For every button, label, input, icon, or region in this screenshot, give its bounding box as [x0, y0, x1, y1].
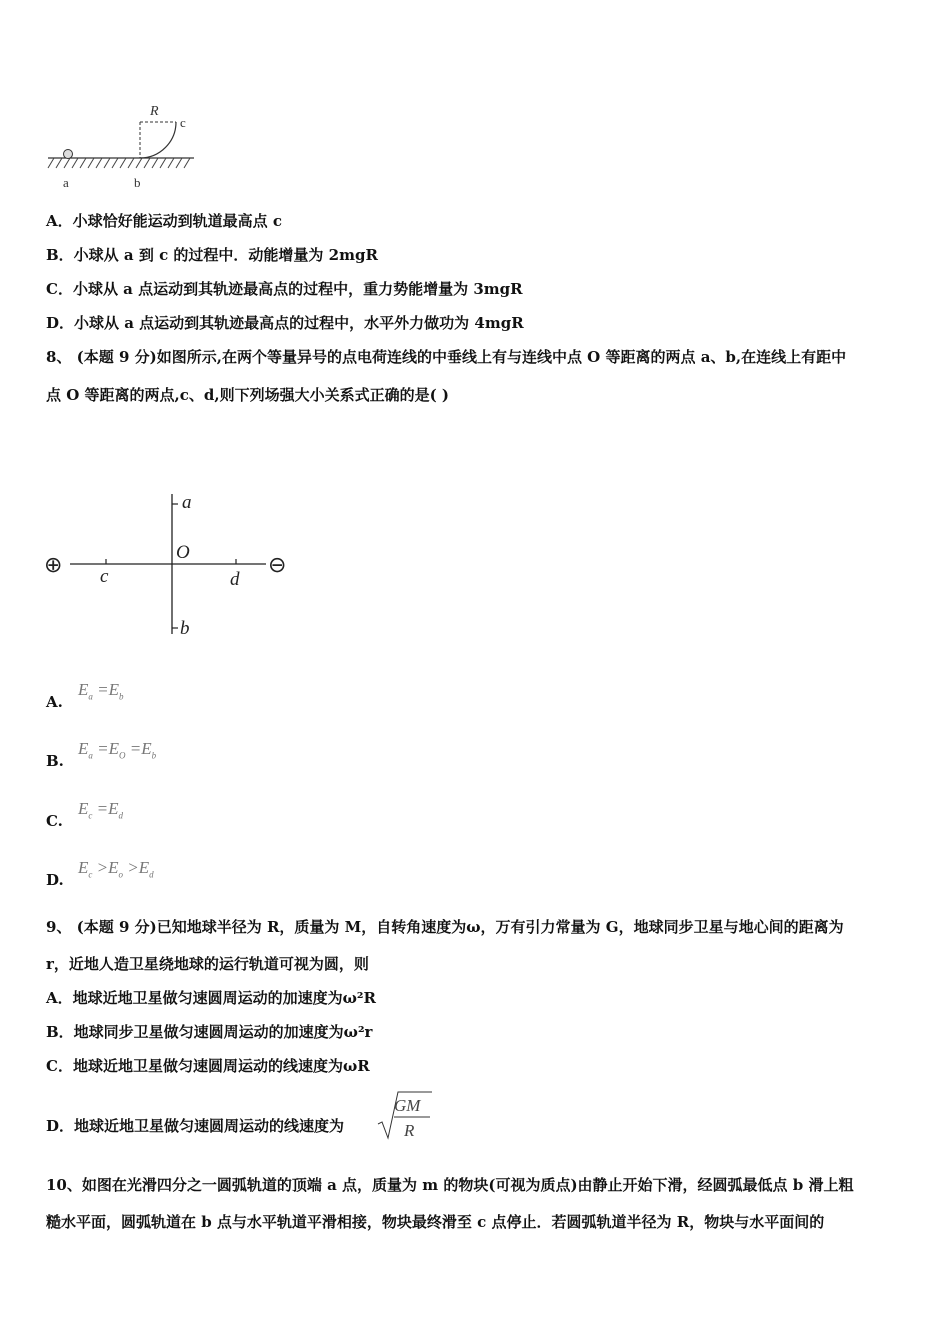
q8-stem-line1: 8、 (本题 9 分)如图所示,在两个等量异号的点电荷连线的中垂线上有与连线中点 O 等距离的两点 a、b,在连线上有距中	[46, 348, 847, 366]
q8-option-c-label: C.	[46, 812, 63, 830]
track-figure	[44, 98, 204, 194]
point-b-label: b	[180, 618, 190, 639]
q10-stem-line1: 10、如图在光滑四分之一圆弧轨道的顶端 a 点，质量为 m 的物块(可视为质点)由静止开始下滑，经圆弧最低点 b 滑上粗	[46, 1176, 854, 1194]
label-a: a	[63, 175, 69, 190]
q8-option-a-formula: $E_a =E_b$	[78, 680, 124, 702]
charges-figure	[40, 488, 300, 643]
q8-stem-line2: 点 O 等距离的两点,c、d,则下列场强大小关系式正确的是( )	[46, 386, 449, 404]
q8-option-b-formula: $E_a =E_O =E_b$	[78, 739, 157, 761]
q7-option-a: A．小球恰好能运动到轨道最高点 c	[46, 212, 282, 230]
q9-option-d: D．地球近地卫星做匀速圆周运动的线速度为	[46, 1117, 345, 1135]
q9-stem-line1: 9、 (本题 9 分)已知地球半径为 R，质量为 M，自转角速度为ω，万有引力常量为 G，地球同步卫星与地心间的距离为	[46, 918, 844, 936]
sqrt-formula	[376, 1090, 434, 1142]
ball-icon	[64, 150, 73, 159]
q7-option-b: B．小球从 a 到 c 的过程中．动能增量为 2mgR	[46, 246, 378, 264]
q7-option-d: D．小球从 a 点运动到其轨迹最高点的过程中，水平外力做功为 4mgR	[46, 314, 524, 332]
q8-option-d-label: D.	[46, 871, 64, 889]
q9-option-a: A．地球近地卫星做匀速圆周运动的加速度为ω²R	[46, 989, 376, 1007]
q9-option-c: C．地球近地卫星做匀速圆周运动的线速度为ωR	[46, 1057, 370, 1075]
positive-charge-icon: ⊕	[44, 552, 63, 577]
label-b: b	[134, 175, 141, 190]
q8-option-b-label: B.	[46, 752, 64, 770]
q7-option-c: C．小球从 a 点运动到其轨迹最高点的过程中，重力势能增量为 3mgR	[46, 280, 523, 298]
point-d-label: d	[230, 569, 240, 590]
q9-option-b: B．地球同步卫星做匀速圆周运动的加速度为ω²r	[46, 1023, 373, 1041]
q8-option-c-formula: $E_c =E_d$	[78, 799, 124, 821]
q10-stem-line2: 糙水平面，圆弧轨道在 b 点与水平轨道平滑相接，物块最终滑至 c 点停止．若圆弧轨道半径为 R，物块与水平面间的	[46, 1213, 825, 1231]
q8-option-a-label: A.	[46, 693, 63, 711]
q8-option-d-formula: $E_c >E_o >E_d$	[78, 858, 154, 880]
negative-charge-icon: ⊖	[268, 552, 287, 577]
svg-text:R: R	[404, 1121, 415, 1140]
label-c: c	[180, 115, 186, 130]
point-c-label: c	[100, 566, 109, 587]
label-R: R	[150, 104, 159, 119]
q9-stem-line2: r，近地人造卫星绕地球的运行轨道可视为圆，则	[46, 955, 369, 973]
point-O-label: O	[176, 542, 190, 563]
svg-text:GM: GM	[394, 1096, 421, 1115]
point-a-label: a	[182, 492, 192, 513]
